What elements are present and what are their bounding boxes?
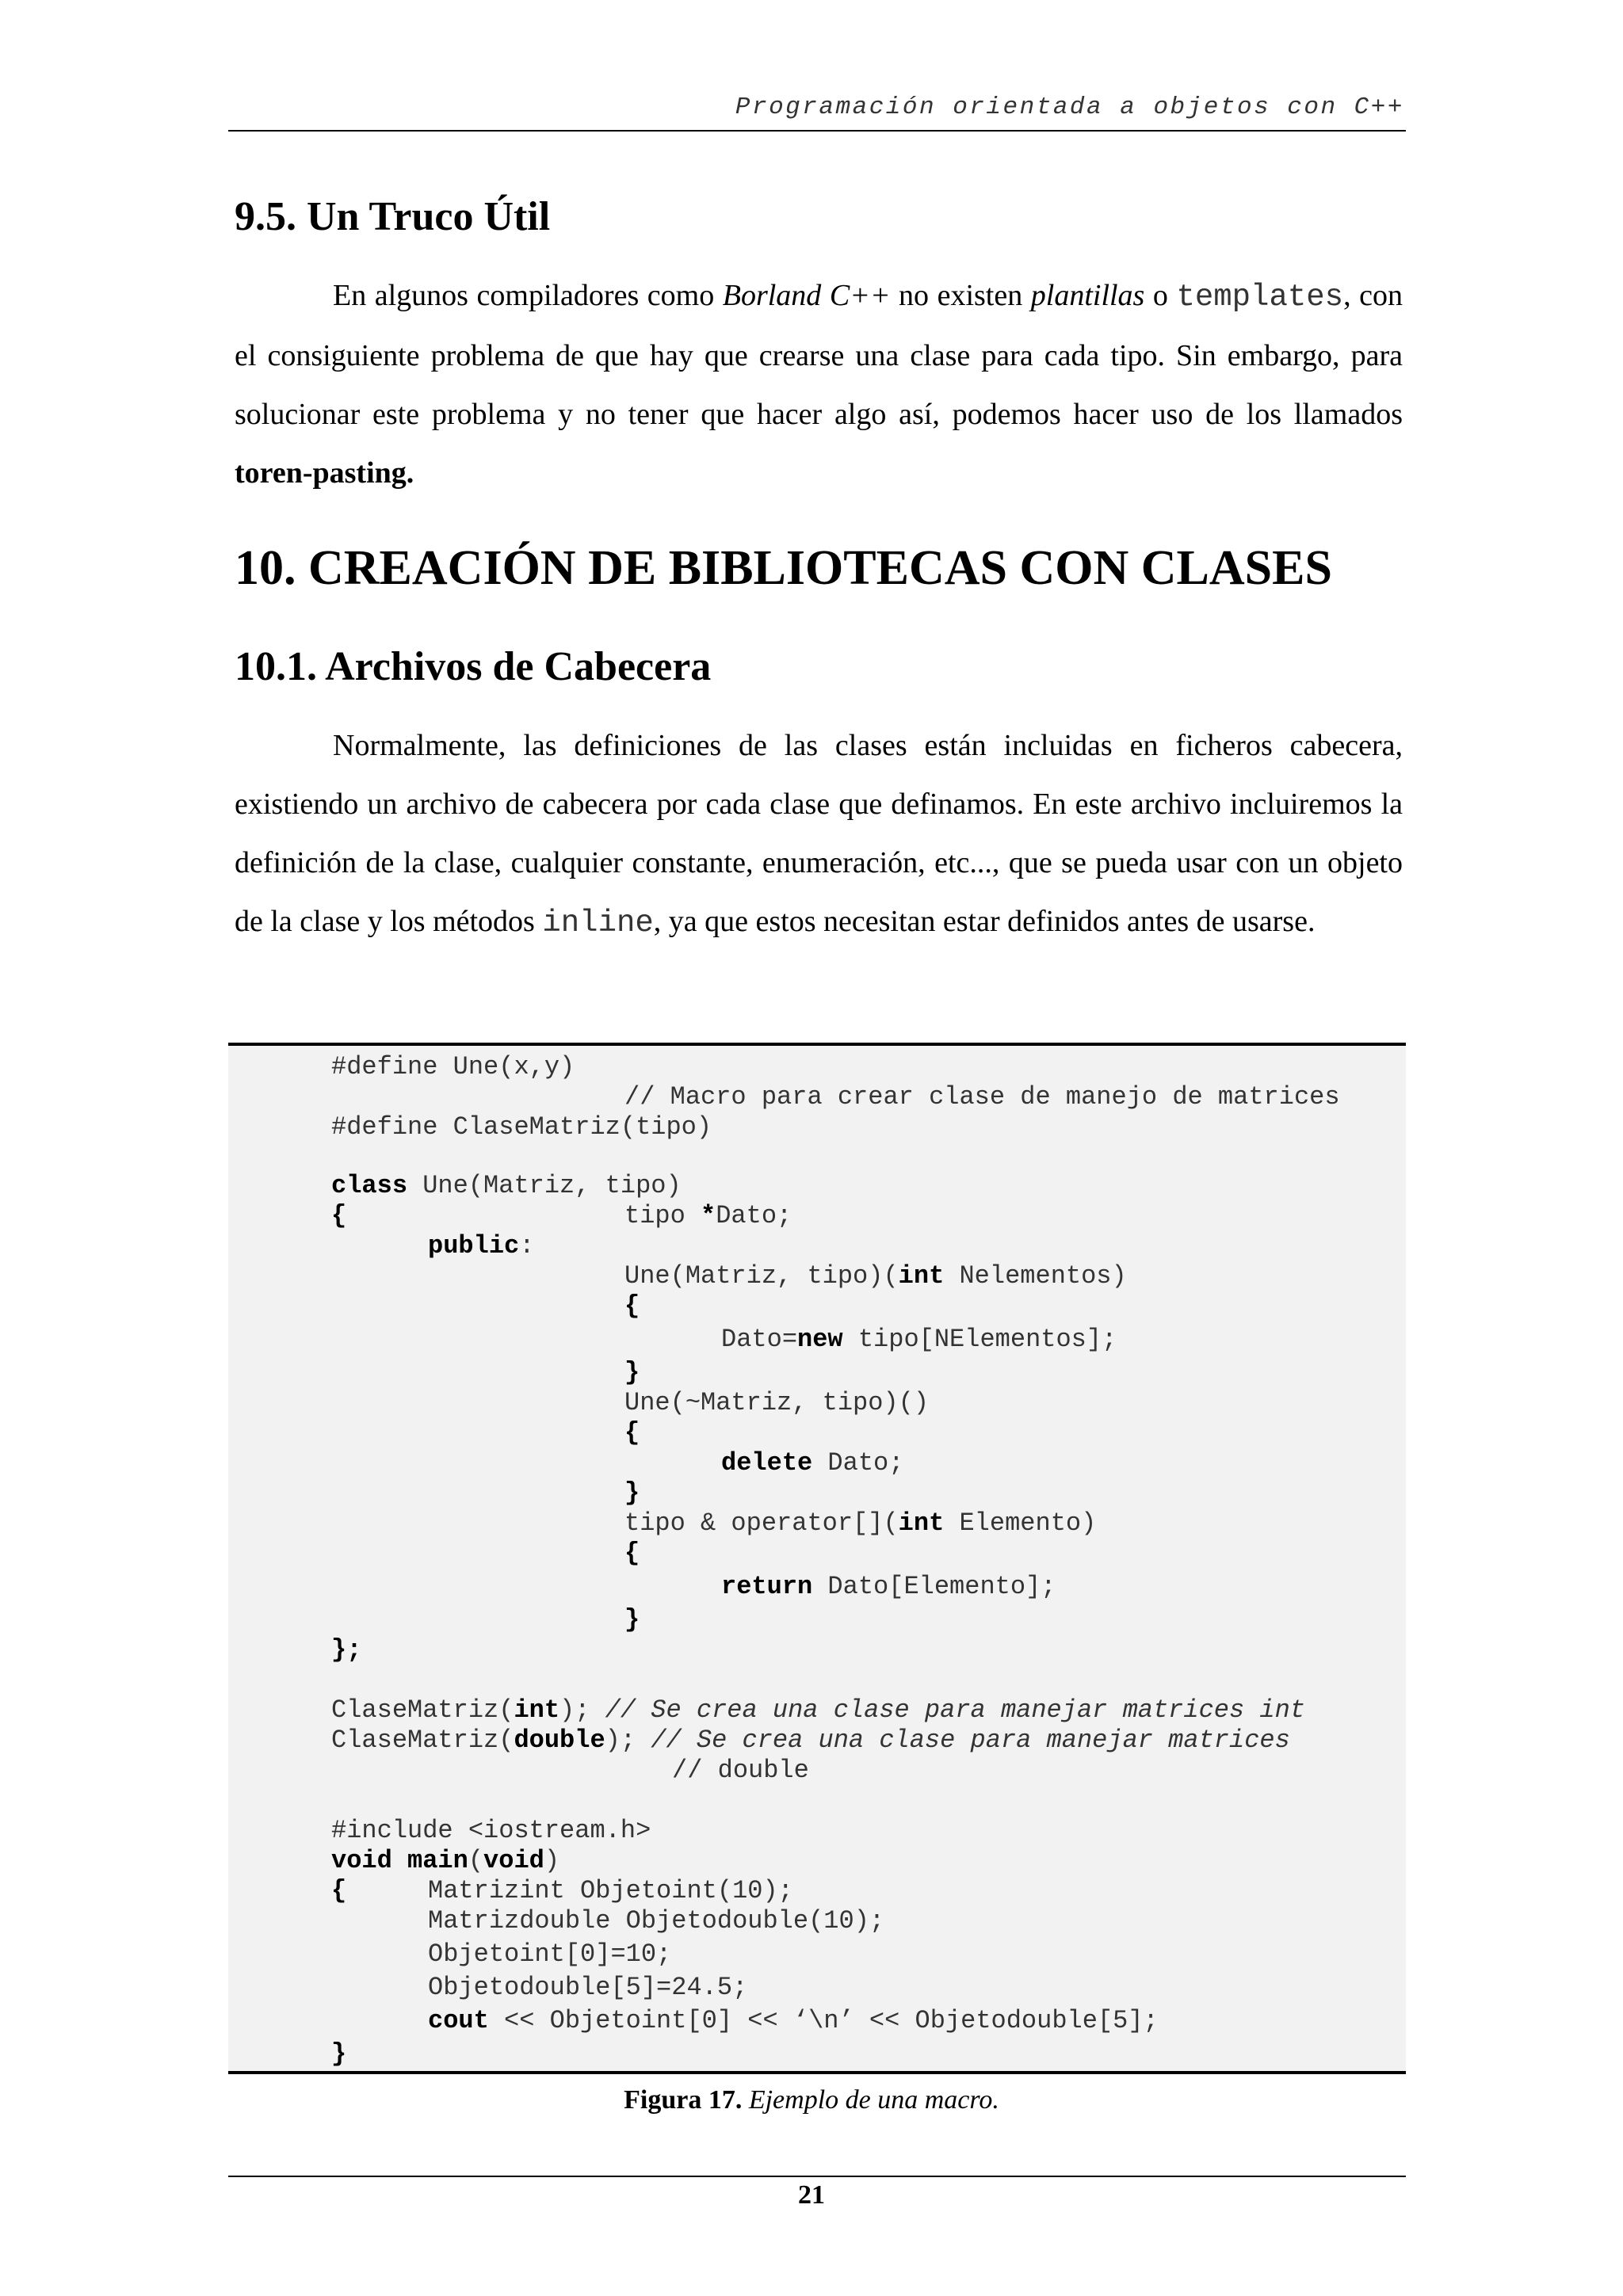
section-10-1-paragraph: Normalmente, las definiciones de las clases están incluidas en ficheros cabecera, existiendo un archivo de cabecera por cada clase que definamos. En este archivo incluiremos la definición de la clase, cualquier constante, enumeración, etc..., que se pueda usar con un objeto de la clase y los métodos inline, ya que estos necesitan estar definidos antes de usarse. [235, 729, 1403, 940]
code-line: void main(void) [331, 1846, 560, 1875]
code-line: #define Une(x,y) [331, 1052, 575, 1081]
code-line: ClaseMatriz(int); // Se crea una clase para manejar matrices int [331, 1695, 1305, 1725]
code-line: Dato=new tipo[NElementos]; [721, 1325, 1117, 1354]
code-line: Une(Matriz, tipo)(int Nelementos) [624, 1261, 1127, 1291]
code-line: delete Dato; [721, 1448, 904, 1478]
code-line: { [331, 1876, 347, 1905]
code-line: #define ClaseMatriz(tipo) [331, 1112, 712, 1142]
code-line: { [624, 1418, 640, 1447]
code-line: } [624, 1478, 640, 1508]
code-line: Matrizint Objetoint(10); [428, 1876, 793, 1905]
code-line: { [624, 1291, 640, 1321]
code-line: public: [428, 1231, 535, 1261]
code-line: tipo & operator[](int Elemento) [624, 1508, 1097, 1538]
code-line: { [624, 1539, 640, 1568]
page-number: 21 [798, 2180, 825, 2210]
code-line: ClaseMatriz(double); // Se crea una clase para manejar matrices [331, 1726, 1290, 1755]
code-line: Une(~Matriz, tipo)() [624, 1388, 930, 1417]
section-9-5-paragraph: En algunos compiladores como Borland C++ no existen plantillas o templates, con el consiguiente problema de que hay que crearse una clase para cada tipo. Sin embargo, para solucionar este problema y no tener que hacer algo así, podemos hacer uso de los llamados toren-pasting. [235, 279, 1403, 490]
code-line: // double [672, 1756, 809, 1785]
code-line: class Une(Matriz, tipo) [331, 1171, 682, 1200]
code-line: // Macro para crear clase de manejo de matrices [624, 1082, 1340, 1112]
code-line: Objetodouble[5]=24.5; [428, 1973, 748, 2002]
footer-rule [228, 2176, 1406, 2177]
chapter-10-title: 10. CREACIÓN DE BIBLIOTECAS CON CLASES [235, 541, 1332, 595]
section-10-1-title: 10.1. Archivos de Cabecera [235, 644, 712, 689]
code-listing [228, 1043, 1406, 2074]
code-line: return Dato[Elemento]; [721, 1572, 1056, 1601]
header-rule [228, 130, 1406, 132]
code-line: } [624, 1358, 640, 1387]
code-line: tipo *Dato; [624, 1201, 792, 1230]
code-line: #include <iostream.h> [331, 1816, 651, 1845]
section-9-5-title: 9.5. Un Truco Útil [235, 194, 551, 239]
code-line: { [331, 1201, 347, 1230]
figure-caption: Figura 17. Ejemplo de una macro. [624, 2085, 999, 2115]
code-line: Matrizdouble Objetodouble(10); [428, 1906, 885, 1936]
code-line: }; [331, 1635, 362, 1665]
code-line: cout << Objetoint[0] << ‘\n’ << Objetodouble[5]; [428, 2006, 1159, 2035]
code-line: } [331, 2039, 347, 2069]
code-line: } [624, 1605, 640, 1634]
code-line: Objetoint[0]=10; [428, 1939, 672, 1969]
running-header: Programación orientada a objetos con C++ [735, 93, 1404, 121]
